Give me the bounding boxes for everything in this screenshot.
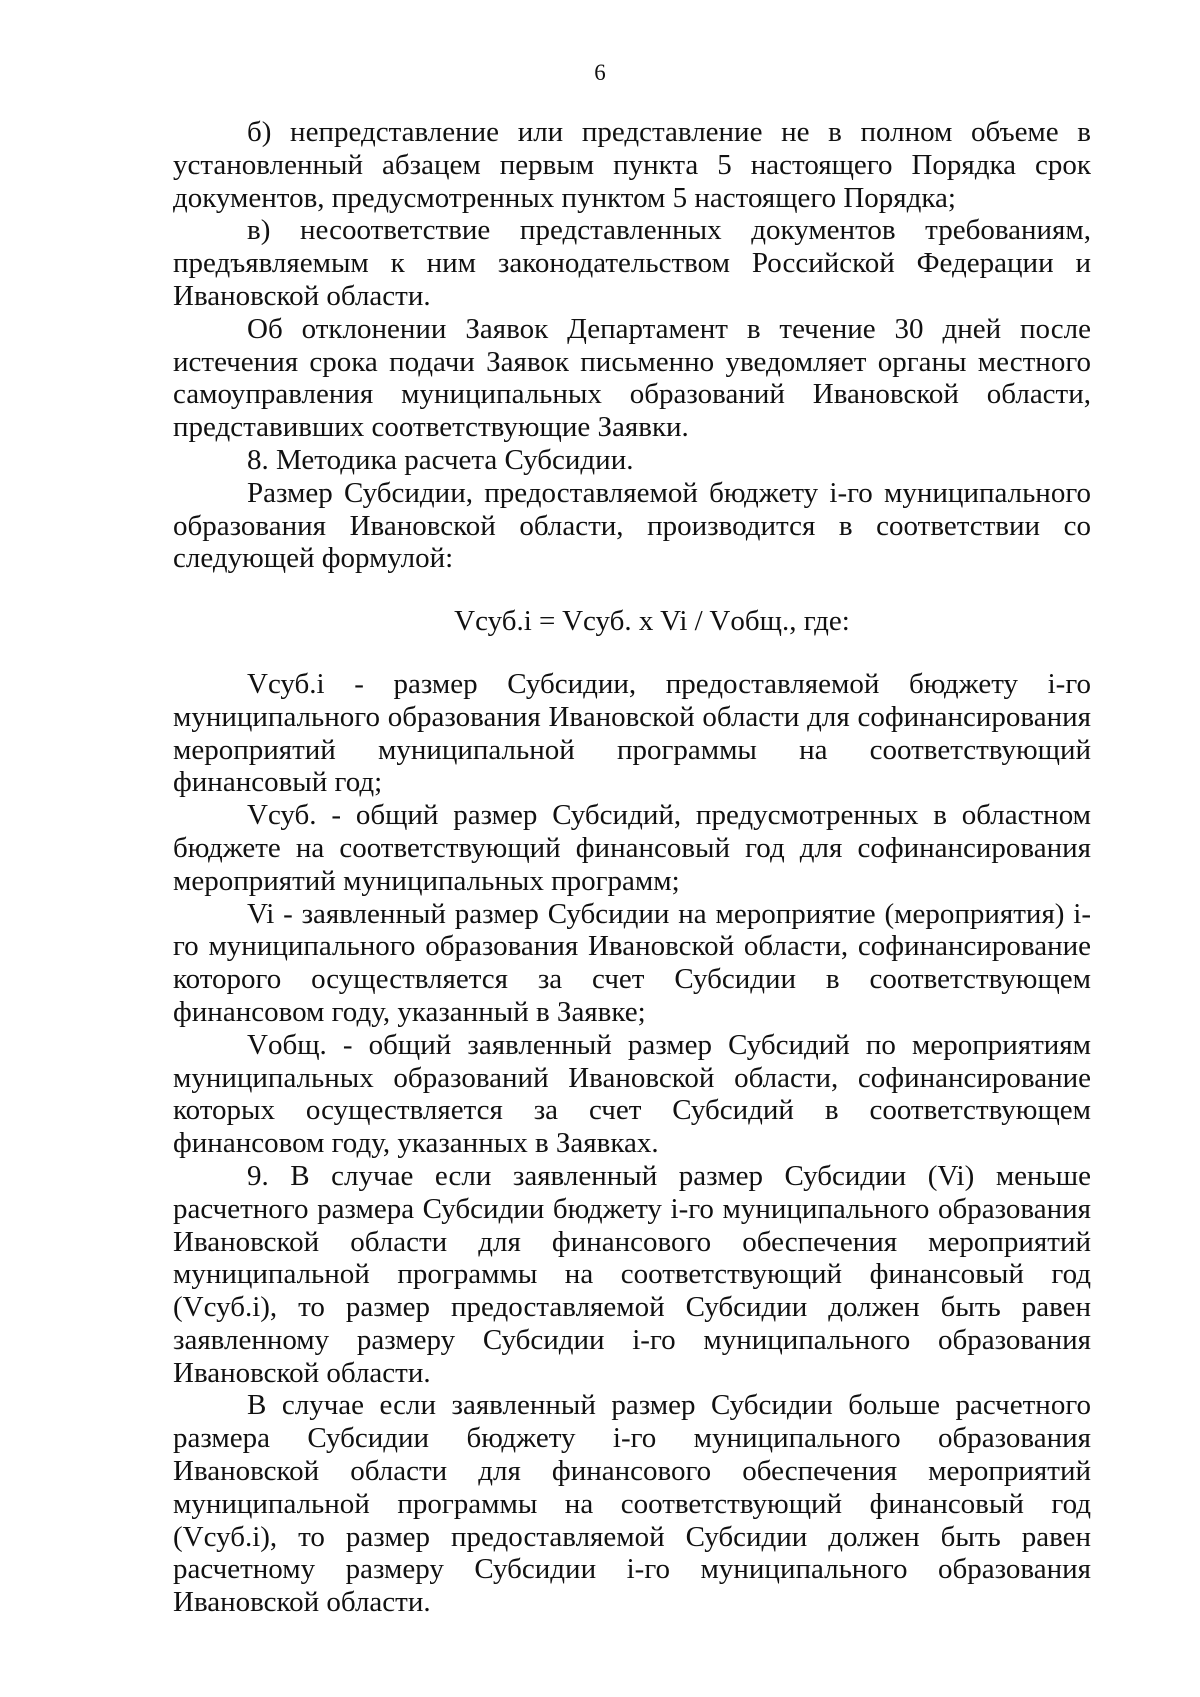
- definition-vsub-i: Vсуб.i - размер Субсидии, предоставляемой бюджету i-го муниципального образования Ивановской области для софинансирования мероприятий муниципальной программы на соответствующий финансовый год;: [173, 667, 1091, 799]
- definition-vobsch: Vобщ. - общий заявленный размер Субсидий по мероприятиям муниципальных образований Ивановской области, софинансирование которых осуществляется за счет Субсидий в соответствующем финансовом году, указанных в Заявках.: [173, 1028, 1091, 1160]
- page-number: 6: [594, 60, 606, 85]
- definition-vsub: Vсуб. - общий размер Субсидий, предусмотренных в областном бюджете на соответствующий финансовый год для софинансирования мероприятий муниципальных программ;: [173, 799, 1091, 897]
- subsidy-formula: Vсуб.i = Vсуб. x Vi / Vобщ., где:: [454, 605, 850, 638]
- paragraph-section-8-heading: 8. Методика расчета Субсидии.: [247, 443, 634, 476]
- paragraph-section-9-alt: В случае если заявленный размер Субсидии больше расчетного размера Субсидии бюджету i-го муниципального образования Ивановской области для финансового обеспечения мероприятий муниципальной программы на соответствующий финансовый год (Vсуб.i), то размер предоставляемой Субсидии должен быть равен расчетному размеру Субсидии i-го муниципального образования Ивановской области.: [173, 1389, 1091, 1619]
- paragraph-clause-v: в) несоответствие представленных документов требованиям, предъявляемым к ним законодательством Российской Федерации и Ивановской области.: [173, 214, 1091, 312]
- paragraph-rejection-notice: Об отклонении Заявок Департамент в течение 30 дней после истечения срока подачи Заявок письменно уведомляет органы местного самоуправления муниципальных образований Ивановской области, представивших соответствующие Заявки.: [173, 312, 1091, 444]
- definition-vi: Vi - заявленный размер Субсидии на мероприятие (мероприятия) i-го муниципального образования Ивановской области, софинансирование которого осуществляется за счет Субсидии в соответствующем финансовом году, указанный в Заявке;: [173, 897, 1091, 1028]
- paragraph-clause-b: б) непредставление или представление не в полном объеме в установленный абзацем первым пункта 5 настоящего Порядка срок документов, предусмотренных пунктом 5 настоящего Порядка;: [173, 116, 1091, 214]
- document-body: [173, 116, 1091, 1619]
- paragraph-section-9: 9. В случае если заявленный размер Субсидии (Vi) меньше расчетного размера Субсидии бюджету i-го муниципального образования Ивановской области для финансового обеспечения мероприятий муниципальной программы на соответствующий финансовый год (Vсуб.i), то размер предоставляемой Субсидии должен быть равен заявленному размеру Субсидии i-го муниципального образования Ивановской области.: [173, 1159, 1091, 1389]
- paragraph-subsidy-size: Размер Субсидии, предоставляемой бюджету i-го муниципального образования Ивановской области, производится в соответствии со следующей формулой:: [173, 476, 1091, 575]
